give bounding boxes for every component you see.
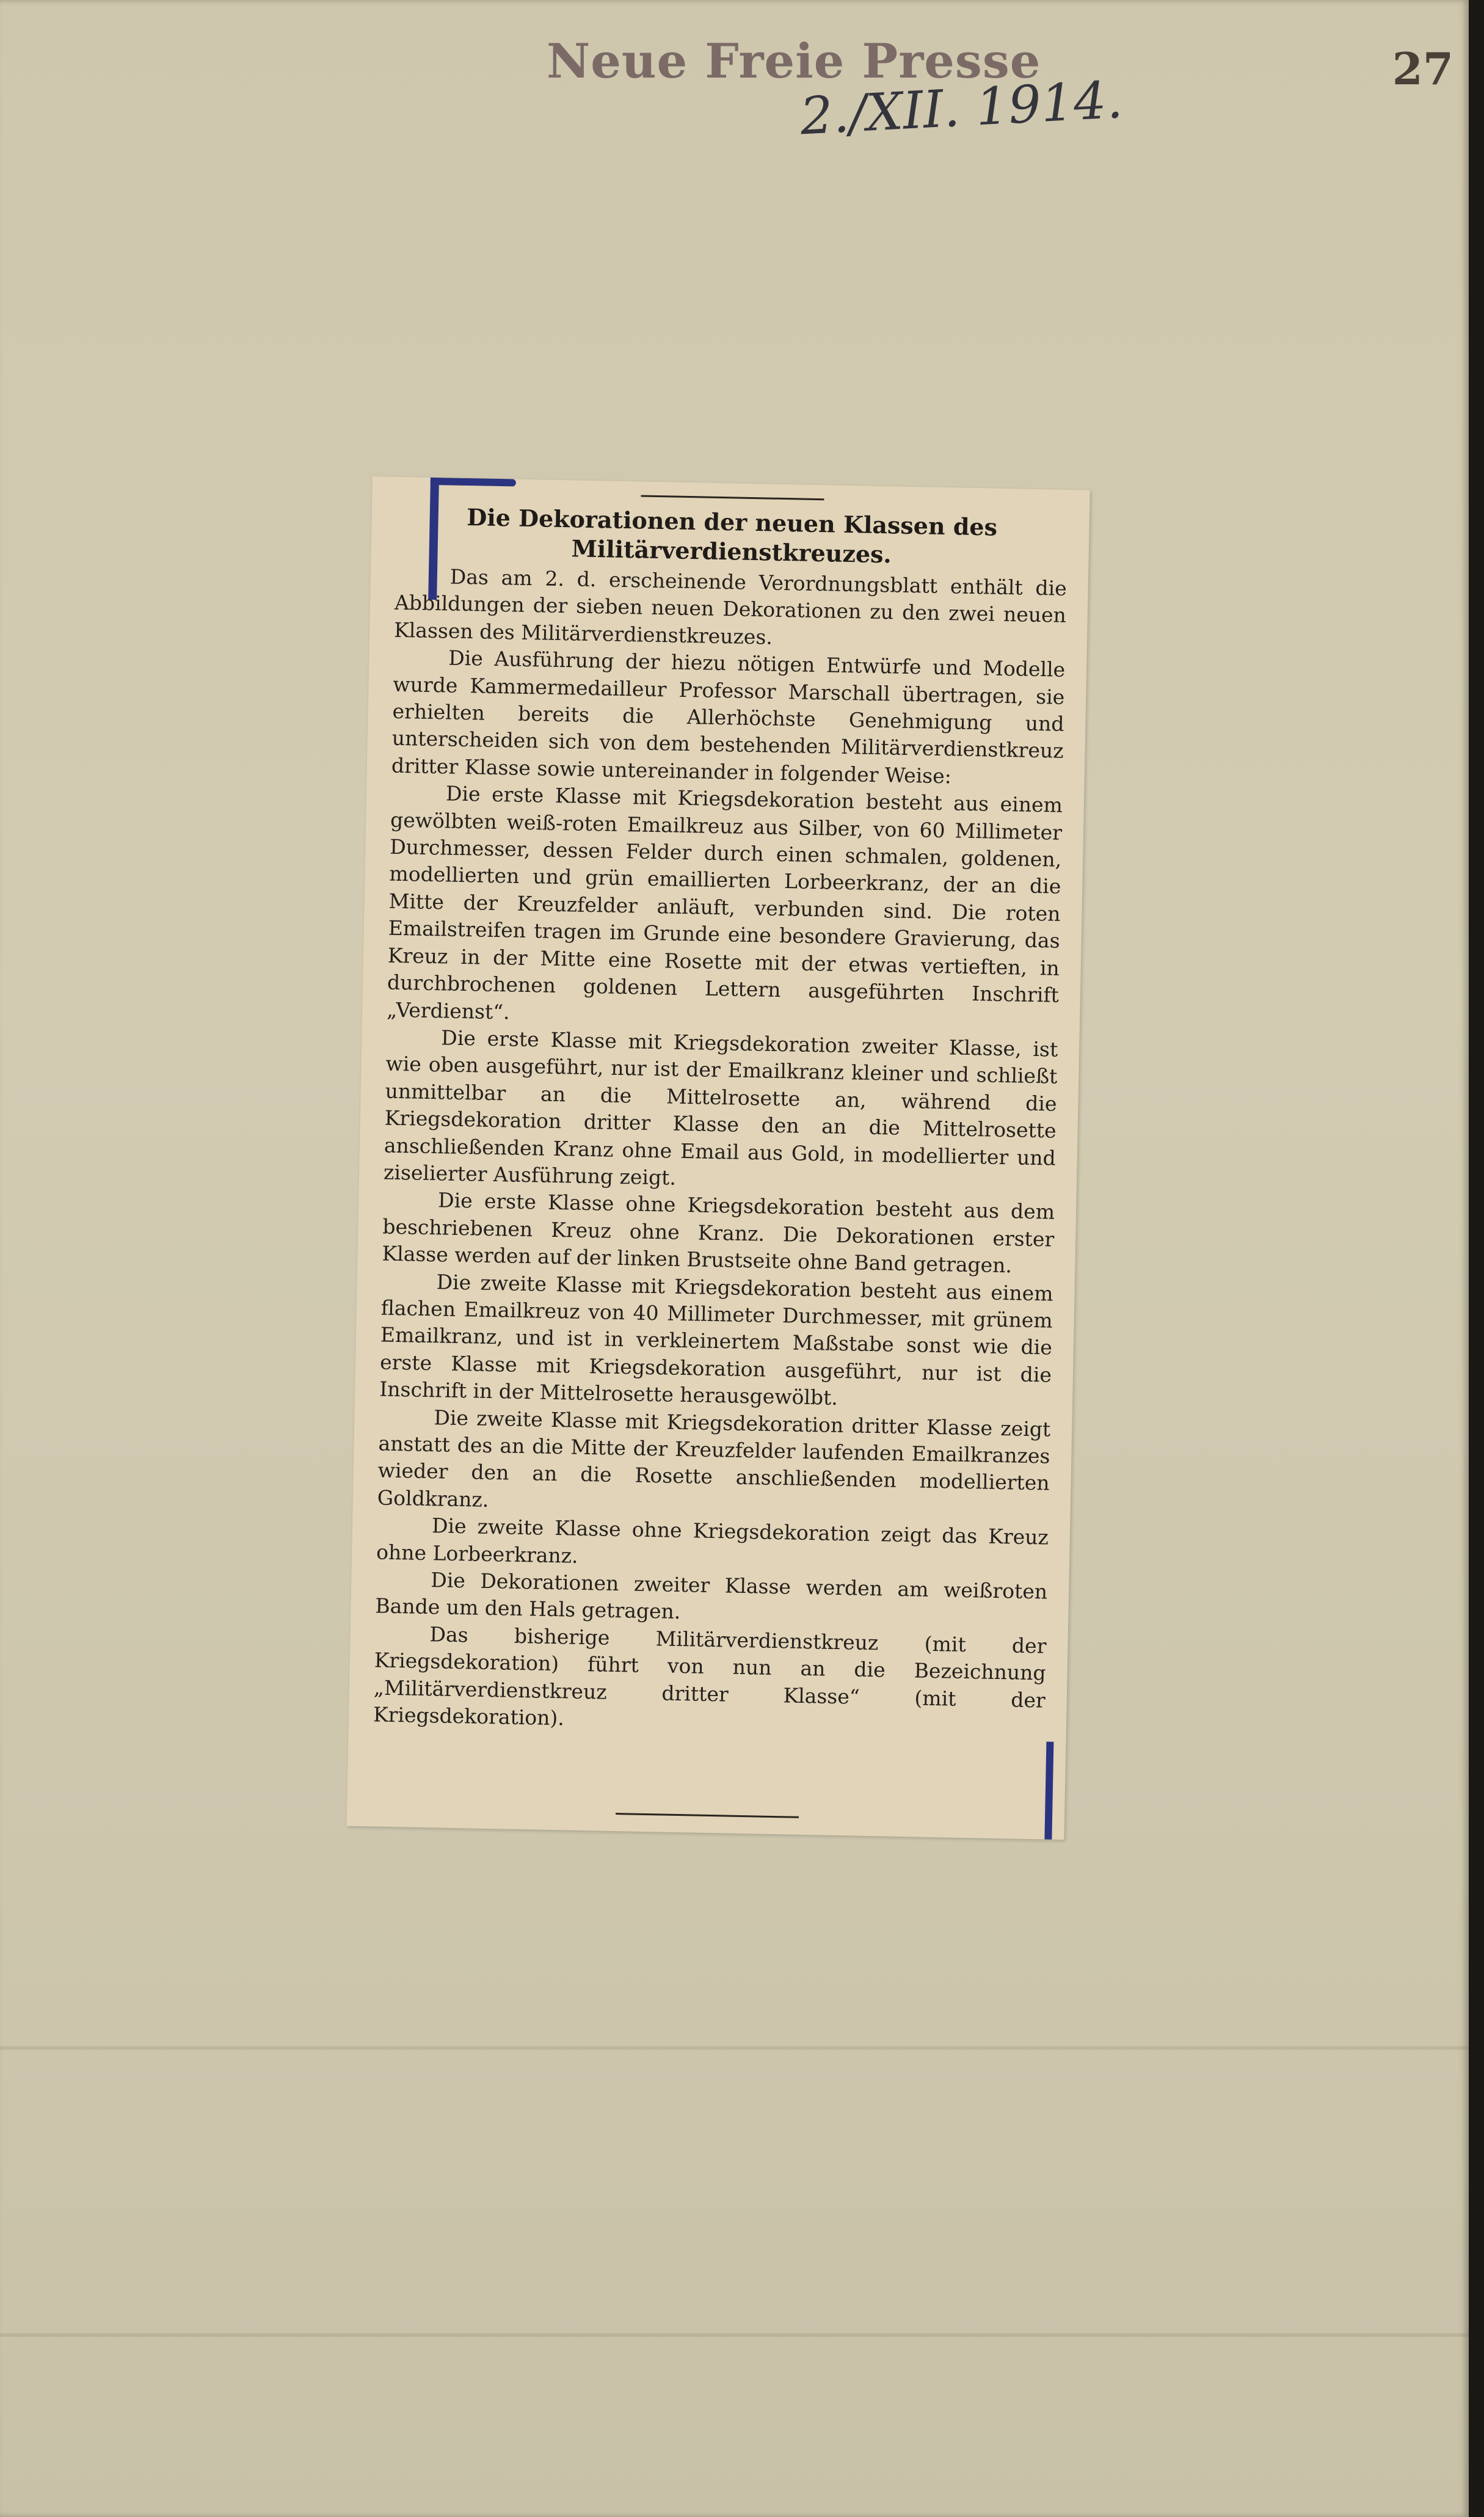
article-headline: Die Dekorationen der neuen Klassen des Militärverdienstkreuzes. xyxy=(466,503,998,569)
blue-pencil-mark xyxy=(1044,1742,1053,1840)
article-paragraph: Das bisherige Militärverdienstkreuz (mit der Kriegsdekoration) führt von nun an die Bezeichnung „Militärverdienstkreuz dritter Klasse“ (mit der Kriegsdekoration). xyxy=(373,1622,1047,1730)
article-paragraph: Die Dekorationen zweiter Klasse werden am weißroten Bande um den Hals getragen. xyxy=(375,1568,1048,1624)
bottom-rule xyxy=(616,1813,799,1818)
article-paragraph: Die Ausführung der hiezu nötigen Entwürfe und Modelle wurde Kammermedailleur Professor Marschall übertragen, sie erhielten bereits die Allerhöchste Genehmigung und unterscheiden sich von dem bestehenden Militärverdienstkreuz dritter Klasse sowie untereinander in folgender Weise: xyxy=(391,646,1066,789)
article-paragraph: Das am 2. d. erscheinende Verordnungsblatt enthält die Abbildungen der sieben neuen Dekorationen zu den zwei neuen Klassen des Militärverdienstkreuzes. xyxy=(393,564,1068,649)
newspaper-name-stamp: Neue Freie Presse xyxy=(547,34,1041,89)
article-paragraph: Die erste Klasse mit Kriegsdekoration besteht aus einem gewölbten weiß-roten Emailkreuz aus Silber, von 60 Millimeter Durchmesser, dessen Felder durch einen schmalen, goldenen, modellierten und grün emaillierten Lorbeerkranz, der an die Mitte der Kreuzfelder anläuft, verbunden sind. Die roten Emailstreifen tragen im Grunde eine besondere Gravierung, das Kreuz in der Mitte eine Rosette mit der etwas vertieften, in durchbrochenen goldenen Lettern ausgeführten Inschrift „Verdienst“. xyxy=(386,781,1063,1024)
handwritten-date: 2./XII. 1914. xyxy=(798,69,1124,147)
article-paragraph: Die zweite Klasse ohne Kriegsdekoration zeigt das Kreuz ohne Lorbeerkranz. xyxy=(376,1513,1049,1568)
article-paragraph: Die zweite Klasse mit Kriegsdekoration besteht aus einem flachen Emailkreuz von 40 Millimeter Durchmesser, mit grünem Emailkranz, und ist in verkleinertem Maßstabe sonst wie die erste Klasse mit Kriegsdekoration ausgeführt, nur ist die Inschrift in der Mittelrosette herausgewölbt. xyxy=(379,1269,1053,1410)
article-paragraph: Die erste Klasse ohne Kriegsdekoration besteht aus dem beschriebenen Kreuz ohne Kranz. Die Dekorationen erster Klasse werden auf der linken Brustseite ohne Band getragen. xyxy=(382,1188,1055,1278)
top-rule xyxy=(641,495,824,500)
newspaper-clipping xyxy=(347,476,1090,1840)
blue-pencil-mark xyxy=(431,478,516,487)
article-paragraph: Die zweite Klasse mit Kriegsdekoration dritter Klasse zeigt anstatt des an die Mitte der Kreuzfelder laufenden Emailkranzes wieder den an die Rosette anschließenden modellierten Goldkranz. xyxy=(377,1405,1051,1512)
article-body xyxy=(373,563,1067,1741)
article-paragraph: Die erste Klasse mit Kriegsdekoration zweiter Klasse, ist wie oben ausgeführt, nur ist der Emailkranz kleiner und schließt unmittelbar an die Mittelrosette an, während die Kriegsdekoration dritter Klasse den an die Mittelrosette anschließenden Kranz ohne Email aus Gold, in modellierter und ziselierter Ausführung zeigt. xyxy=(383,1025,1058,1190)
paper-fold xyxy=(0,2046,1469,2050)
page-number: 27 xyxy=(1392,43,1453,95)
paper-fold xyxy=(0,2333,1469,2337)
